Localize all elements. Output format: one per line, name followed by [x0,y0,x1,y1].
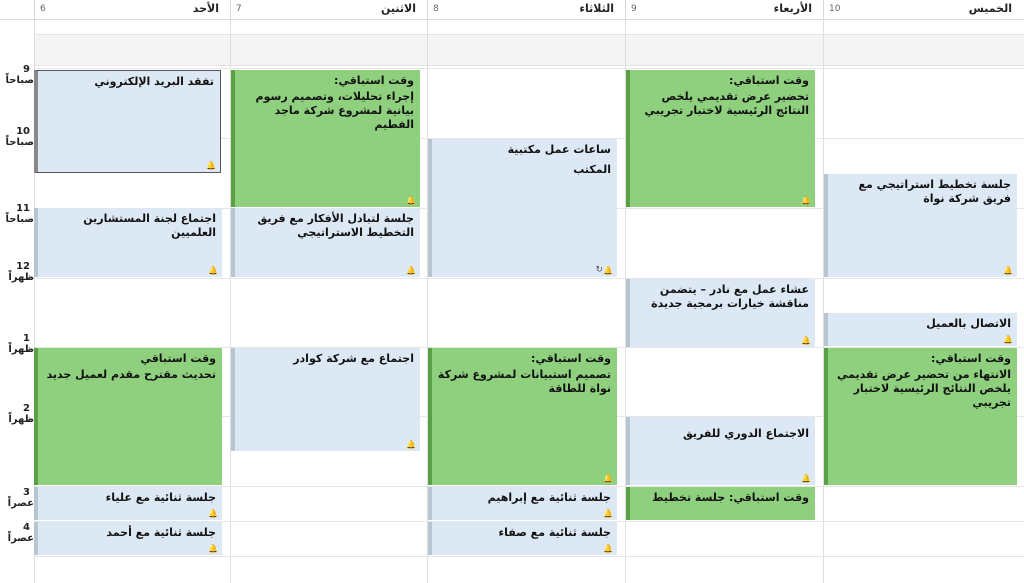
bell-icon: 🔔 [801,196,811,205]
bell-icon: 🔔 [801,336,811,345]
event-proactive-thursday[interactable] [824,348,1017,485]
hour-line [34,556,1024,557]
time-label-3pm: 3 عصراً [7,487,34,509]
event-brainstorm-session[interactable] [231,208,420,277]
bell-icon: 🔔 [603,474,613,483]
event-one-on-one-ahmad[interactable] [34,522,222,555]
event-title: عشاء عمل مع نادر – يتضمن مناقشة خيارات برمجية جديدة [651,283,809,310]
time-label-10am: 10 صباحاً [5,126,34,148]
bell-icon: 🔔 [406,266,416,275]
day-number: 6 [40,4,46,14]
event-title: وقت استباقي: [931,352,1011,365]
event-title: جلسة ثنائية مع إبراهيم [487,491,611,504]
event-proactive-planning[interactable] [626,487,815,520]
event-title: تفقد البريد الإلكتروني [94,75,214,88]
time-label-2pm: 2 ظهراً [8,403,34,425]
bell-icon: 🔔 [603,544,613,553]
day-number: 9 [631,4,637,14]
bell-icon: 🔔 [1003,266,1013,275]
event-proactive-wednesday[interactable] [626,70,815,207]
event-title: الاجتماع الدوري للفريق [683,427,809,440]
event-proactive-sunday[interactable] [34,348,222,485]
event-description: تحديث مقترح مقدم لعميل جديد [46,368,216,381]
event-title: الاتصال بالعميل [926,317,1011,330]
bell-icon: 🔔 [1003,335,1013,344]
event-title: وقت استباقي: جلسة تخطيط [652,491,809,504]
day-header-wednesday[interactable] [625,0,824,19]
event-team-meeting[interactable] [626,417,815,485]
day-number: 7 [236,4,242,14]
day-name: الثلاثاء [579,2,614,15]
bell-icon: 🔔 [208,544,218,553]
bell-icon: 🔔 [208,509,218,518]
event-one-on-one-ibrahim[interactable] [428,487,617,520]
event-title: وقت استباقي: [729,74,809,87]
bell-icon: 🔔 [208,266,218,275]
day-name: الأربعاء [773,2,812,15]
bell-icon: 🔔 [603,509,613,518]
event-kawader-meeting[interactable] [231,348,420,451]
time-label-1pm: 1 ظهراً [8,333,34,355]
time-label-11am: 11 صباحاً [5,203,34,225]
time-label-4pm: 4 عصراً [7,522,34,544]
event-title: وقت استباقي: [531,352,611,365]
event-title: جلسة ثنائية مع علياء [105,491,216,504]
event-title: اجتماع مع شركة كوادر [293,352,414,365]
event-title: جلسة لتبادل الأفكار مع فريق التخطيط الاستراتيجي [257,212,414,239]
bell-icon: 🔔 [406,440,416,449]
day-name: الخميس [968,2,1012,15]
event-title: ساعات عمل مكتبية [507,143,611,156]
event-board-meeting[interactable] [34,208,222,277]
time-label-12pm: 12 ظهراً [8,261,34,283]
event-description: تحضير عرض تقديمي يلخص النتائج الرئيسية لاختبار تجريبي [644,90,809,117]
time-label-9am: 9 صباحاً [5,64,34,86]
repeat-icon: ↻ [595,265,603,275]
event-location: المكتب [573,163,611,176]
event-proactive-monday[interactable] [231,70,420,207]
event-proactive-tuesday[interactable] [428,348,617,485]
event-business-dinner[interactable] [626,279,815,347]
event-call-client[interactable] [824,313,1017,346]
event-title: اجتماع لجنة المستشارين العلميين [83,212,216,239]
day-header-tuesday[interactable] [427,0,626,19]
bell-icon: 🔔 [801,474,811,483]
event-one-on-one-safaa[interactable] [428,522,617,555]
bell-icon: 🔔 [603,266,613,275]
event-title: وقت استباقي: [334,74,414,87]
bell-icon: 🔔 [206,161,216,170]
day-header-sunday[interactable] [34,0,231,19]
event-title: جلسة ثنائية مع صفاء [498,526,611,539]
day-number: 8 [433,4,439,14]
hour-line [34,68,1024,69]
column-divider [823,19,824,583]
event-office-hours[interactable] [428,139,617,277]
hour-line [34,278,1024,279]
event-strategy-session[interactable] [824,174,1017,277]
event-title: جلسة ثنائية مع أحمد [106,526,216,539]
all-day-row[interactable] [34,34,1024,66]
event-title: وقت استباقي [140,352,216,365]
event-title: جلسة تخطيط استراتيجي مع فريق شركة نواة [858,178,1011,205]
event-description: إجراء تحليلات، وتصميم رسوم بيانية لمشروع شركة ماجد الفطيم [255,90,414,131]
event-description: تصميم استبيانات لمشروع شركة نواة للطاقة [437,368,611,395]
day-number: 10 [829,4,841,14]
day-name: الأحد [192,2,219,15]
day-header-monday[interactable] [230,0,428,19]
day-header-thursday[interactable] [823,0,1024,19]
event-one-on-one-alia[interactable] [34,487,222,520]
event-description: الانتهاء من تحضير عرض تقديمي يلخص النتائج الرئيسية لاختبار تجريبي [836,368,1011,409]
day-name: الاثنين [381,2,416,15]
bell-icon: 🔔 [406,196,416,205]
event-check-email[interactable] [34,70,221,173]
